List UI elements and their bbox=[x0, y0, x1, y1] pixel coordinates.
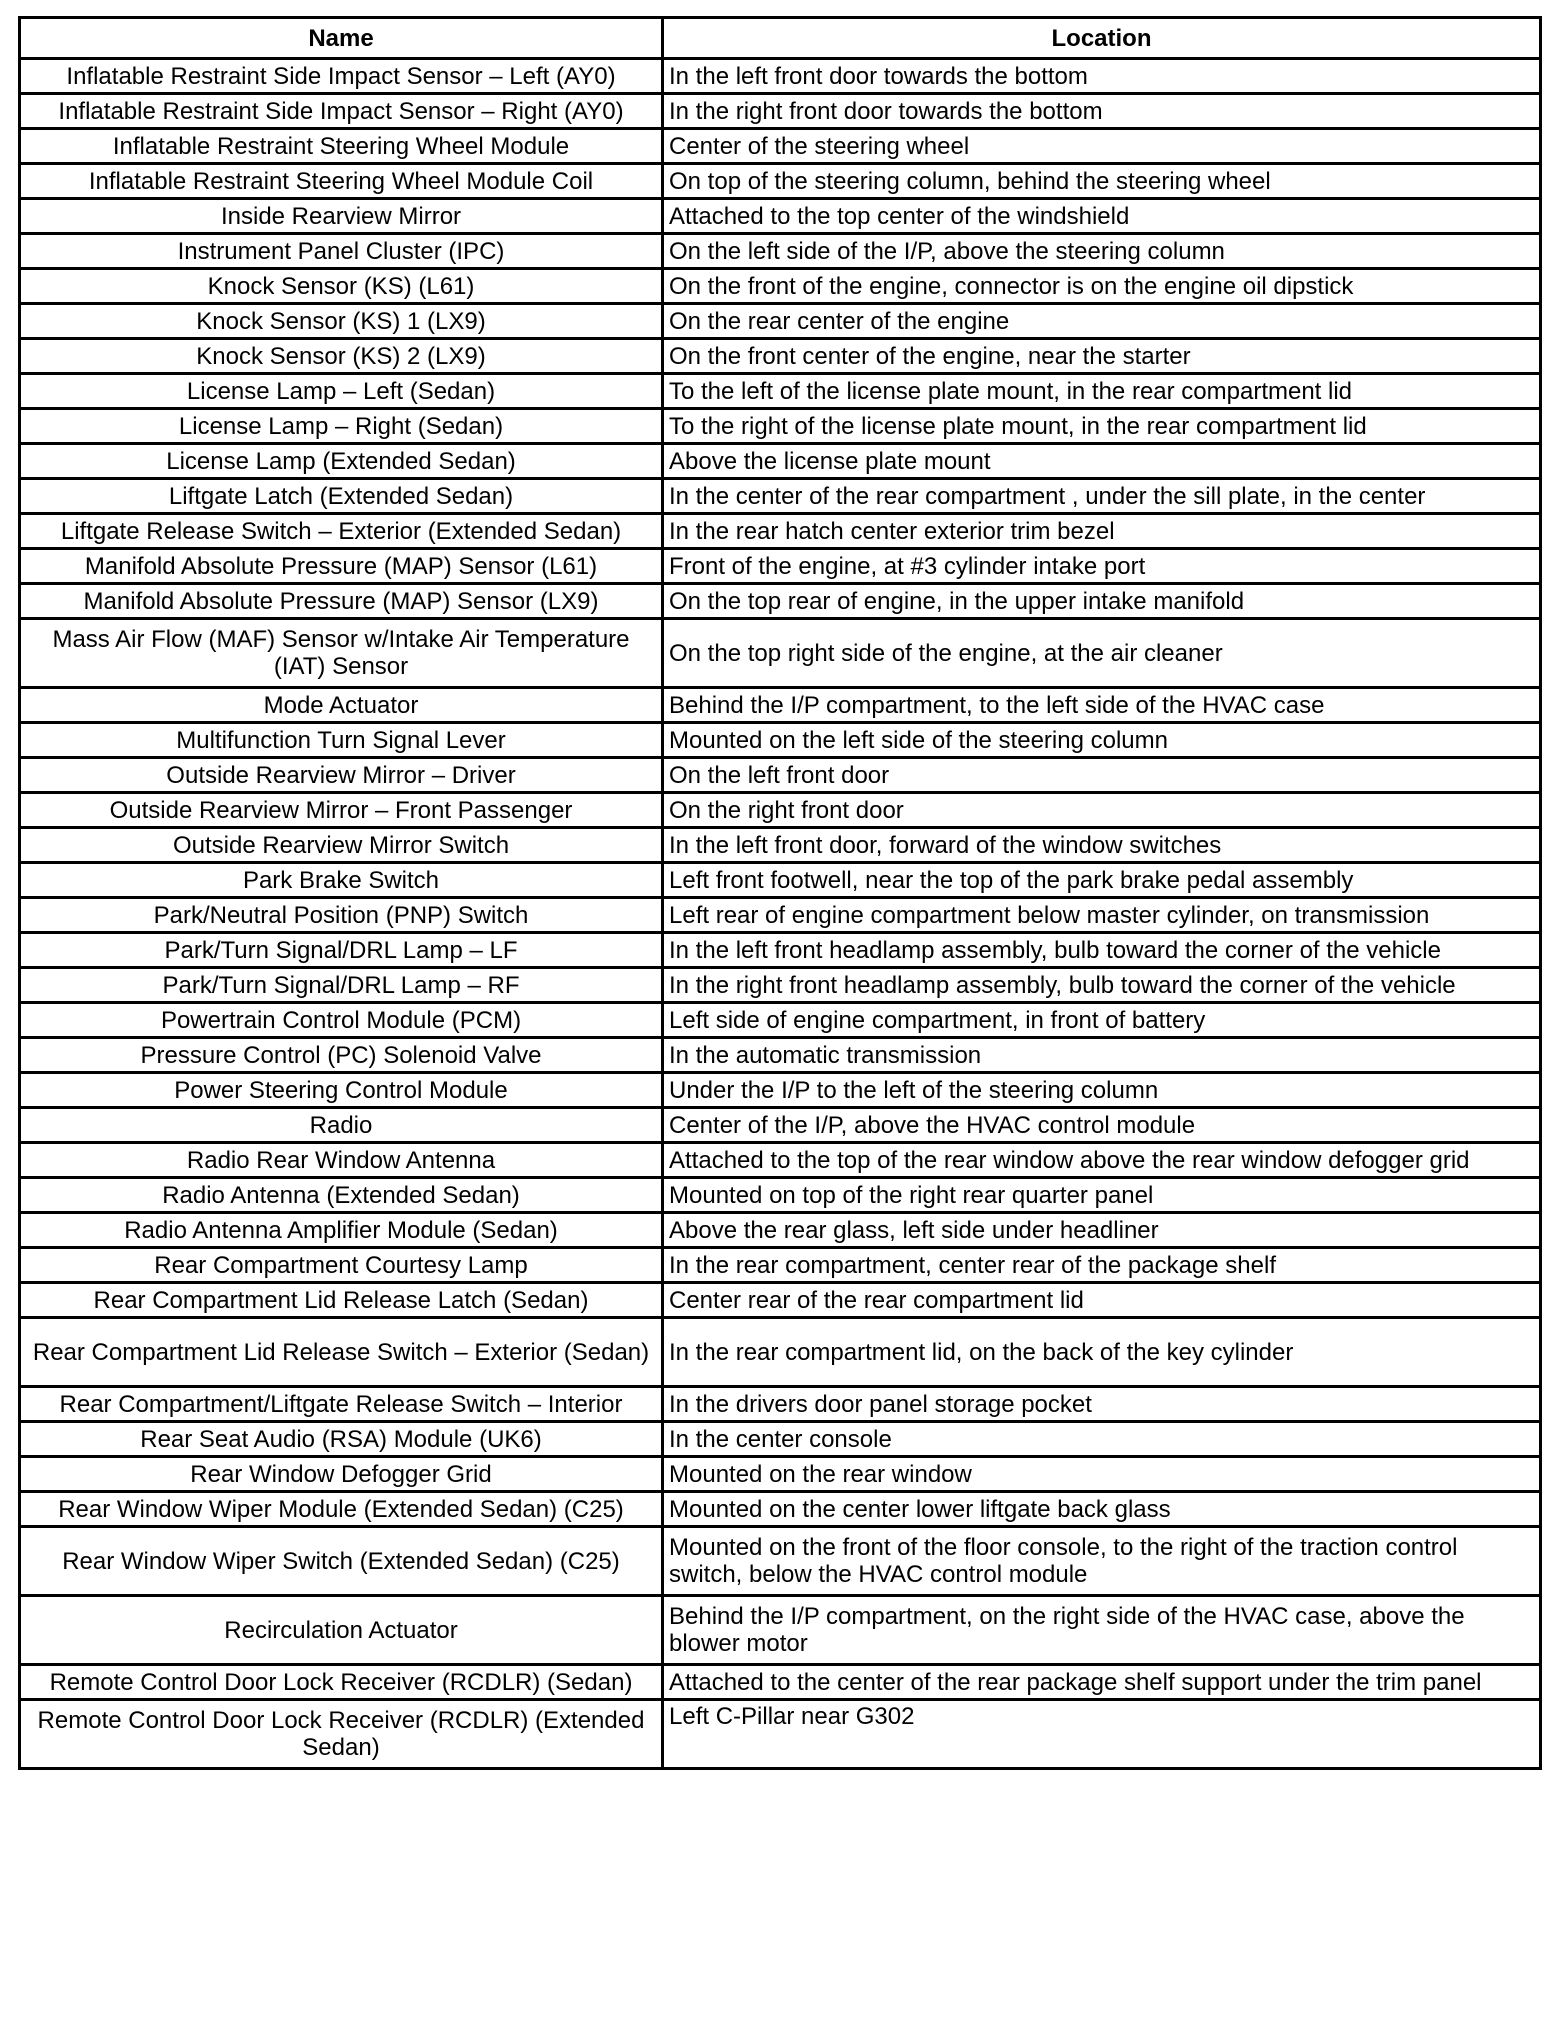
cell-location: In the rear compartment, center rear of the package shelf bbox=[663, 1248, 1541, 1283]
cell-name: Inside Rearview Mirror bbox=[20, 199, 663, 234]
cell-location: In the drivers door panel storage pocket bbox=[663, 1387, 1541, 1422]
header-row bbox=[20, 18, 1541, 59]
cell-name: Pressure Control (PC) Solenoid Valve bbox=[20, 1038, 663, 1073]
cell-name: Rear Seat Audio (RSA) Module (UK6) bbox=[20, 1422, 663, 1457]
cell-location: In the rear hatch center exterior trim bezel bbox=[663, 514, 1541, 549]
table-row bbox=[20, 1143, 1541, 1178]
table-row bbox=[20, 1003, 1541, 1038]
table-row bbox=[20, 269, 1541, 304]
table-row bbox=[20, 1422, 1541, 1457]
cell-name: Power Steering Control Module bbox=[20, 1073, 663, 1108]
table-row bbox=[20, 409, 1541, 444]
cell-location: Under the I/P to the left of the steering column bbox=[663, 1073, 1541, 1108]
table-row bbox=[20, 619, 1541, 688]
cell-name: Park/Turn Signal/DRL Lamp – RF bbox=[20, 968, 663, 1003]
cell-name: Rear Compartment Lid Release Switch – Exterior (Sedan) bbox=[20, 1318, 663, 1387]
cell-name: Park/Neutral Position (PNP) Switch bbox=[20, 898, 663, 933]
table-row bbox=[20, 1283, 1541, 1318]
cell-location: Above the license plate mount bbox=[663, 444, 1541, 479]
cell-location: On the front center of the engine, near the starter bbox=[663, 339, 1541, 374]
cell-location: Left rear of engine compartment below master cylinder, on transmission bbox=[663, 898, 1541, 933]
cell-name: Rear Compartment Lid Release Latch (Sedan) bbox=[20, 1283, 663, 1318]
table-row bbox=[20, 1665, 1541, 1700]
cell-location: Attached to the top of the rear window above the rear window defogger grid bbox=[663, 1143, 1541, 1178]
cell-location: In the center console bbox=[663, 1422, 1541, 1457]
cell-name: License Lamp – Left (Sedan) bbox=[20, 374, 663, 409]
cell-name: Powertrain Control Module (PCM) bbox=[20, 1003, 663, 1038]
cell-name: Outside Rearview Mirror – Driver bbox=[20, 758, 663, 793]
table-row bbox=[20, 1038, 1541, 1073]
cell-location: Mounted on the front of the floor console, to the right of the traction control switch, below the HVAC control module bbox=[663, 1527, 1541, 1596]
cell-location: On the left front door bbox=[663, 758, 1541, 793]
component-location-table bbox=[18, 16, 1542, 1770]
cell-location: Center rear of the rear compartment lid bbox=[663, 1283, 1541, 1318]
table-row bbox=[20, 304, 1541, 339]
table-row bbox=[20, 339, 1541, 374]
cell-name: Rear Window Wiper Module (Extended Sedan) (C25) bbox=[20, 1492, 663, 1527]
table-row bbox=[20, 1596, 1541, 1665]
table-row bbox=[20, 1700, 1541, 1769]
cell-location: Above the rear glass, left side under headliner bbox=[663, 1213, 1541, 1248]
cell-location: In the right front headlamp assembly, bulb toward the corner of the vehicle bbox=[663, 968, 1541, 1003]
cell-name: Knock Sensor (KS) (L61) bbox=[20, 269, 663, 304]
cell-location: Center of the steering wheel bbox=[663, 129, 1541, 164]
cell-location: Attached to the center of the rear package shelf support under the trim panel bbox=[663, 1665, 1541, 1700]
cell-name: Rear Compartment/Liftgate Release Switch – Interior bbox=[20, 1387, 663, 1422]
table-row bbox=[20, 199, 1541, 234]
cell-name: Outside Rearview Mirror – Front Passenger bbox=[20, 793, 663, 828]
cell-name: Liftgate Release Switch – Exterior (Extended Sedan) bbox=[20, 514, 663, 549]
cell-name: License Lamp (Extended Sedan) bbox=[20, 444, 663, 479]
header-location: Location bbox=[663, 18, 1541, 59]
table-row bbox=[20, 758, 1541, 793]
cell-location: Attached to the top center of the windshield bbox=[663, 199, 1541, 234]
cell-name: Liftgate Latch (Extended Sedan) bbox=[20, 479, 663, 514]
cell-location: Center of the I/P, above the HVAC control module bbox=[663, 1108, 1541, 1143]
table-row bbox=[20, 59, 1541, 94]
cell-location: On the left side of the I/P, above the steering column bbox=[663, 234, 1541, 269]
cell-name: Remote Control Door Lock Receiver (RCDLR) (Sedan) bbox=[20, 1665, 663, 1700]
cell-location: In the left front door towards the bottom bbox=[663, 59, 1541, 94]
table-row bbox=[20, 1457, 1541, 1492]
cell-location: Mounted on the left side of the steering column bbox=[663, 723, 1541, 758]
table-row bbox=[20, 933, 1541, 968]
cell-location: To the left of the license plate mount, in the rear compartment lid bbox=[663, 374, 1541, 409]
table-row bbox=[20, 444, 1541, 479]
cell-location: Left front footwell, near the top of the park brake pedal assembly bbox=[663, 863, 1541, 898]
table-row bbox=[20, 723, 1541, 758]
cell-location: In the left front door, forward of the window switches bbox=[663, 828, 1541, 863]
table-row bbox=[20, 584, 1541, 619]
cell-name: Inflatable Restraint Side Impact Sensor – Left (AY0) bbox=[20, 59, 663, 94]
cell-name: Knock Sensor (KS) 2 (LX9) bbox=[20, 339, 663, 374]
cell-location: Behind the I/P compartment, on the right side of the HVAC case, above the blower motor bbox=[663, 1596, 1541, 1665]
cell-location: Left C-Pillar near G302 bbox=[663, 1700, 1541, 1769]
cell-name: Rear Compartment Courtesy Lamp bbox=[20, 1248, 663, 1283]
table-row bbox=[20, 898, 1541, 933]
cell-location: Mounted on top of the right rear quarter panel bbox=[663, 1178, 1541, 1213]
cell-location: In the automatic transmission bbox=[663, 1038, 1541, 1073]
cell-name: Rear Window Wiper Switch (Extended Sedan) (C25) bbox=[20, 1527, 663, 1596]
table-row bbox=[20, 793, 1541, 828]
cell-name: Inflatable Restraint Steering Wheel Module bbox=[20, 129, 663, 164]
cell-location: In the center of the rear compartment , under the sill plate, in the center bbox=[663, 479, 1541, 514]
cell-location: In the left front headlamp assembly, bulb toward the corner of the vehicle bbox=[663, 933, 1541, 968]
table-row bbox=[20, 1318, 1541, 1387]
cell-name: Inflatable Restraint Steering Wheel Module Coil bbox=[20, 164, 663, 199]
cell-location: On the top rear of engine, in the upper intake manifold bbox=[663, 584, 1541, 619]
table-row bbox=[20, 479, 1541, 514]
table-row bbox=[20, 863, 1541, 898]
table-row bbox=[20, 1248, 1541, 1283]
table-row bbox=[20, 164, 1541, 199]
cell-name: Park Brake Switch bbox=[20, 863, 663, 898]
cell-name: Manifold Absolute Pressure (MAP) Sensor (LX9) bbox=[20, 584, 663, 619]
cell-location: Behind the I/P compartment, to the left side of the HVAC case bbox=[663, 688, 1541, 723]
table-row bbox=[20, 1387, 1541, 1422]
table-row bbox=[20, 234, 1541, 269]
cell-location: In the right front door towards the bottom bbox=[663, 94, 1541, 129]
cell-name: Radio Antenna Amplifier Module (Sedan) bbox=[20, 1213, 663, 1248]
cell-name: Outside Rearview Mirror Switch bbox=[20, 828, 663, 863]
table-row bbox=[20, 549, 1541, 584]
cell-name: Instrument Panel Cluster (IPC) bbox=[20, 234, 663, 269]
table-row bbox=[20, 1527, 1541, 1596]
table-row bbox=[20, 968, 1541, 1003]
cell-name: Mode Actuator bbox=[20, 688, 663, 723]
cell-name: Radio bbox=[20, 1108, 663, 1143]
table-row bbox=[20, 1492, 1541, 1527]
cell-name: Multifunction Turn Signal Lever bbox=[20, 723, 663, 758]
table-row bbox=[20, 1178, 1541, 1213]
table-row bbox=[20, 1108, 1541, 1143]
cell-location: Front of the engine, at #3 cylinder intake port bbox=[663, 549, 1541, 584]
cell-location: On top of the steering column, behind the steering wheel bbox=[663, 164, 1541, 199]
cell-location: On the rear center of the engine bbox=[663, 304, 1541, 339]
cell-location: Mounted on the rear window bbox=[663, 1457, 1541, 1492]
cell-name: License Lamp – Right (Sedan) bbox=[20, 409, 663, 444]
table-row bbox=[20, 129, 1541, 164]
cell-location: On the top right side of the engine, at the air cleaner bbox=[663, 619, 1541, 688]
cell-name: Remote Control Door Lock Receiver (RCDLR) (Extended Sedan) bbox=[20, 1700, 663, 1769]
header-name: Name bbox=[20, 18, 663, 59]
table-row bbox=[20, 514, 1541, 549]
cell-location: On the right front door bbox=[663, 793, 1541, 828]
cell-location: In the rear compartment lid, on the back of the key cylinder bbox=[663, 1318, 1541, 1387]
cell-name: Radio Antenna (Extended Sedan) bbox=[20, 1178, 663, 1213]
table-row bbox=[20, 374, 1541, 409]
cell-name: Inflatable Restraint Side Impact Sensor – Right (AY0) bbox=[20, 94, 663, 129]
cell-location: On the front of the engine, connector is on the engine oil dipstick bbox=[663, 269, 1541, 304]
table-row bbox=[20, 688, 1541, 723]
table-row bbox=[20, 1073, 1541, 1108]
cell-name: Park/Turn Signal/DRL Lamp – LF bbox=[20, 933, 663, 968]
cell-location: Mounted on the center lower liftgate back glass bbox=[663, 1492, 1541, 1527]
cell-name: Recirculation Actuator bbox=[20, 1596, 663, 1665]
cell-location: Left side of engine compartment, in front of battery bbox=[663, 1003, 1541, 1038]
table-row bbox=[20, 828, 1541, 863]
cell-name: Radio Rear Window Antenna bbox=[20, 1143, 663, 1178]
cell-name: Mass Air Flow (MAF) Sensor w/Intake Air Temperature (IAT) Sensor bbox=[20, 619, 663, 688]
table-row bbox=[20, 94, 1541, 129]
cell-name: Rear Window Defogger Grid bbox=[20, 1457, 663, 1492]
cell-name: Knock Sensor (KS) 1 (LX9) bbox=[20, 304, 663, 339]
cell-name: Manifold Absolute Pressure (MAP) Sensor (L61) bbox=[20, 549, 663, 584]
table-row bbox=[20, 1213, 1541, 1248]
cell-location: To the right of the license plate mount, in the rear compartment lid bbox=[663, 409, 1541, 444]
